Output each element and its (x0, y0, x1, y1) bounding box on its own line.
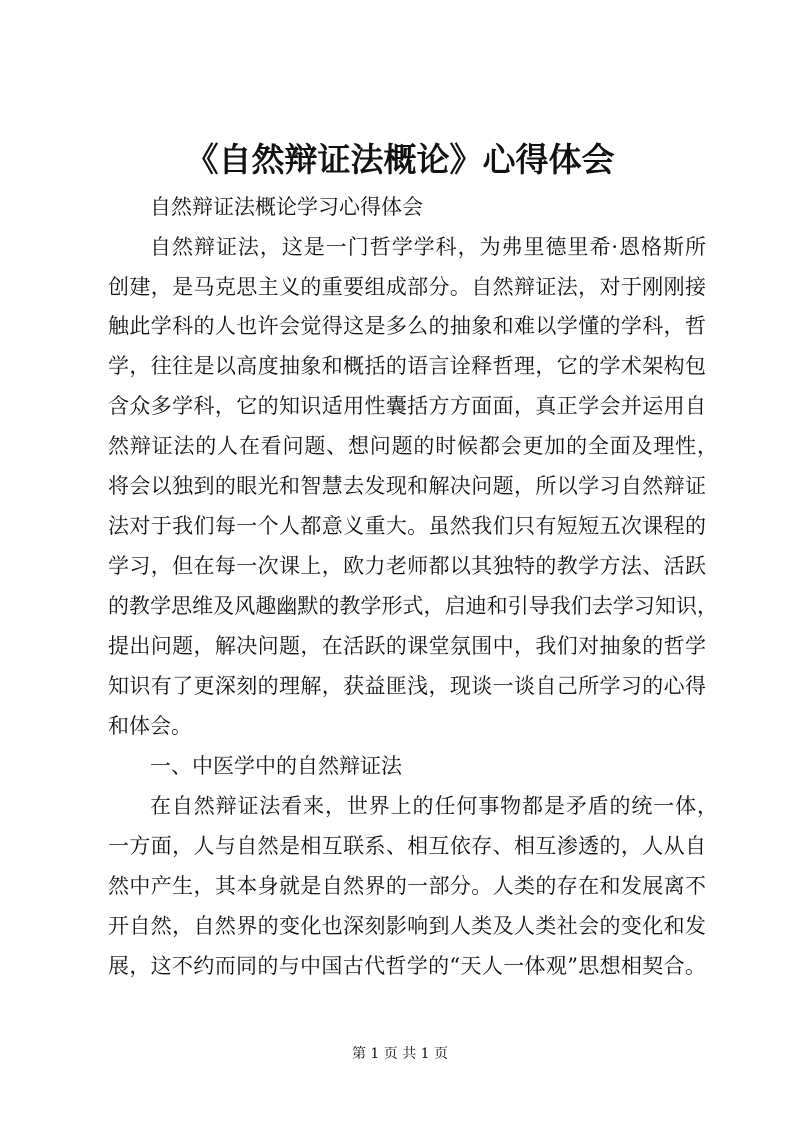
paragraph-line: 学习，但在每一次课上，欧力老师都以其独特的教学方法、活跃 (108, 554, 706, 578)
paragraph-line: 和体会。 (108, 714, 192, 738)
paragraph-line: 的教学思维及风趣幽默的教学形式，启迪和引导我们去学习知识， (108, 594, 718, 618)
paragraph-line: 将会以独到的眼光和智慧去发现和解决问题，所以学习自然辩证 (108, 474, 706, 498)
paragraph-line: 自然辩证法，这是一门哲学学科，为弗里德里希·恩格斯所 (150, 235, 706, 259)
document-title: 《自然辩证法概论》心得体会 (185, 140, 615, 179)
paragraph-line: 创建，是马克思主义的重要组成部分。自然辩证法，对于刚刚接 (108, 275, 706, 299)
paragraph-line: 展，这不约而同的与中国古代哲学的“天人一体观”思想相契合。 (108, 954, 706, 978)
paragraph-line: 一方面，人与自然是相互联系、相互依存、相互渗透的，人从自 (108, 834, 706, 858)
paragraph-line: 然中产生，其本身就是自然界的一部分。人类的存在和发展离不 (108, 874, 706, 898)
paragraph-line: 学，往往是以高度抽象和概括的语言诠释哲理，它的学术架构包 (108, 354, 706, 378)
paragraph-line: 开自然，自然界的变化也深刻影响到人类及人类社会的变化和发 (108, 914, 706, 938)
page-footer: 第 1 页 共 1 页 (351, 1046, 449, 1062)
document-subtitle: 自然辩证法概论学习心得体会 (150, 195, 423, 219)
paragraph-line: 然辩证法的人在看问题、想问题的时候都会更加的全面及理性， (108, 434, 718, 458)
paragraph-line: 提出问题，解决问题，在活跃的课堂氛围中，我们对抽象的哲学 (108, 634, 706, 658)
section-heading: 一、中医学中的自然辩证法 (150, 754, 402, 778)
paragraph-line: 知识有了更深刻的理解，获益匪浅，现谈一谈自己所学习的心得 (108, 674, 706, 698)
paragraph-line: 法对于我们每一个人都意义重大。虽然我们只有短短五次课程的 (108, 514, 706, 538)
paragraph-line: 在自然辩证法看来，世界上的任何事物都是矛盾的统一体， (150, 794, 718, 818)
paragraph-line: 含众多学科，它的知识适用性囊括方方面面，真正学会并运用自 (108, 394, 706, 418)
paragraph-line: 触此学科的人也许会觉得这是多么的抽象和难以学懂的学科，哲 (108, 314, 706, 338)
